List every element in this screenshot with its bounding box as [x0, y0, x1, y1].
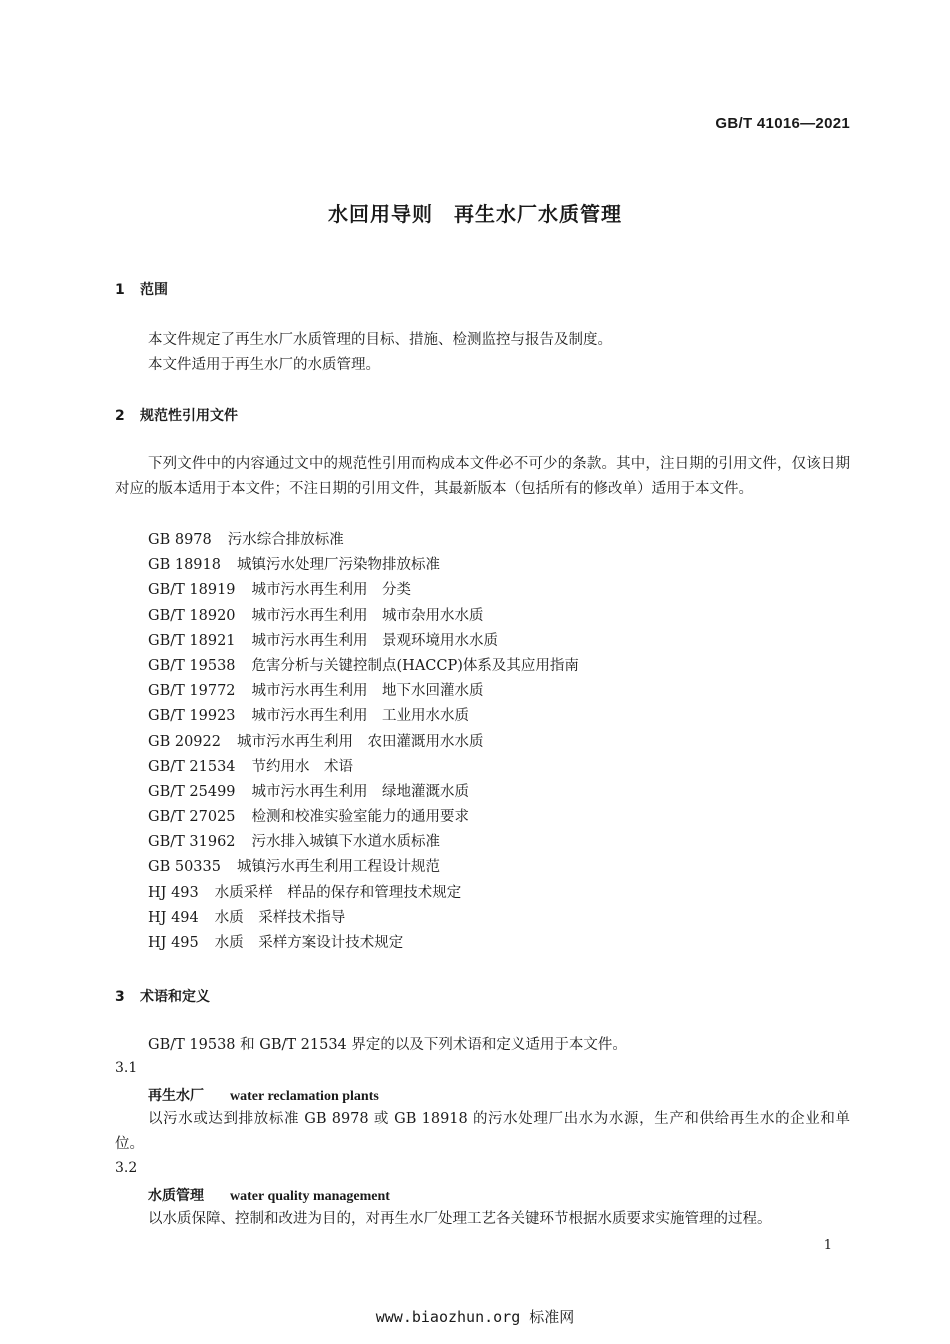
- reference-item: [148, 704, 579, 729]
- reference-item: [148, 679, 579, 704]
- reference-title: 城市污水再生利用 绿地灌溉水质: [251, 783, 470, 800]
- reference-item: [148, 730, 579, 755]
- reference-code: GB/T 21534: [148, 758, 236, 775]
- section-3-heading: [115, 986, 210, 1006]
- reference-title: 检测和校准实验室能力的通用要求: [251, 809, 470, 826]
- term-number: 3.1: [115, 1060, 138, 1076]
- term-en: water quality management: [230, 1189, 390, 1204]
- section-1-heading: [115, 279, 168, 299]
- reference-code: GB/T 18920: [148, 607, 236, 624]
- reference-code: GB/T 31962: [148, 834, 236, 851]
- reference-title: 污水综合排放标准: [227, 532, 344, 548]
- reference-code: GB 8978: [148, 532, 212, 548]
- reference-title: 城镇污水处理厂污染物排放标准: [236, 557, 440, 574]
- reference-title: 城市污水再生利用 农田灌溉用水水质: [236, 733, 484, 750]
- reference-code: GB 50335: [148, 859, 221, 876]
- reference-code: HJ 495: [148, 935, 199, 951]
- reference-item: [148, 881, 579, 906]
- standard-number: GB/T 41016—2021: [715, 115, 850, 132]
- reference-code: GB/T 18921: [148, 632, 236, 649]
- reference-item: [148, 755, 579, 780]
- reference-code: GB/T 19772: [148, 683, 236, 700]
- reference-code: GB/T 19923: [148, 708, 236, 725]
- term-heading: [148, 1085, 379, 1105]
- paragraph: GB/T 19538 和 GB/T 21534 界定的以及下列术语和定义适用于本文件。: [148, 1037, 627, 1053]
- reference-item: [148, 578, 579, 603]
- paragraph: 下列文件中的内容通过文中的规范性引用而构成本文件必不可少的条款。其中，注日期的引用文件，仅该日期对应的版本适用于本文件；不注日期的引用文件，其最新版本（包括所有的修改单）适用于本文件。: [115, 456, 850, 497]
- term-heading: [148, 1185, 390, 1205]
- reference-title: 城市污水再生利用 景观环境用水水质: [251, 632, 499, 649]
- reference-code: GB 20922: [148, 733, 221, 750]
- reference-list: [148, 528, 579, 956]
- page-number: 1: [823, 1238, 832, 1253]
- reference-code: HJ 494: [148, 909, 199, 926]
- reference-code: HJ 493: [148, 884, 199, 901]
- paragraph: 本文件适用于再生水厂的水质管理。: [148, 357, 380, 373]
- document-title: 水回用导则 再生水厂水质管理: [328, 202, 622, 226]
- reference-title: 城市污水再生利用 城市杂用水水质: [251, 607, 484, 624]
- reference-item: [148, 830, 579, 855]
- section-number: 3: [115, 989, 125, 1005]
- section-number: 1: [115, 282, 125, 298]
- reference-title: 城镇污水再生利用工程设计规范: [236, 859, 440, 876]
- reference-item: [148, 855, 579, 880]
- reference-item: [148, 553, 579, 578]
- reference-title: 城市污水再生利用 地下水回灌水质: [251, 683, 484, 700]
- reference-title: 城市污水再生利用 分类: [251, 582, 412, 599]
- term-definition: 以污水或达到排放标准 GB 8978 或 GB 18918 的污水处理厂出水为水源，生产和供给再生水的企业和单位。: [115, 1111, 850, 1152]
- reference-item: [148, 654, 579, 679]
- reference-title: 水质 采样技术指导: [214, 909, 346, 926]
- reference-code: GB/T 27025: [148, 809, 236, 826]
- footer-watermark[interactable]: www.biaozhun.org 标准网: [375, 1308, 575, 1326]
- term-zh: 水质管理: [148, 1188, 204, 1204]
- term-definition: 以水质保障、控制和改进为目的，对再生水厂处理工艺各关键环节根据水质要求实施管理的过程。: [148, 1211, 772, 1227]
- reference-item: [148, 528, 579, 553]
- section-title: 范围: [140, 282, 168, 298]
- reference-code: GB/T 18919: [148, 582, 236, 599]
- reference-title: 危害分析与关键控制点(HACCP)体系及其应用指南: [251, 657, 579, 674]
- term-zh: 再生水厂: [148, 1088, 204, 1104]
- section-title: 规范性引用文件: [140, 408, 238, 424]
- reference-code: GB 18918: [148, 557, 221, 574]
- reference-code: GB/T 25499: [148, 783, 236, 800]
- term-number: 3.2: [115, 1160, 138, 1176]
- reference-item: [148, 780, 579, 805]
- paragraph: 本文件规定了再生水厂水质管理的目标、措施、检测监控与报告及制度。: [148, 332, 612, 348]
- section-2-heading: [115, 405, 238, 425]
- term-en: water reclamation plants: [230, 1089, 379, 1104]
- section-title: 术语和定义: [140, 989, 210, 1005]
- reference-title: 污水排入城镇下水道水质标准: [251, 834, 441, 851]
- reference-title: 节约用水 术语: [251, 758, 354, 775]
- section-number: 2: [115, 408, 125, 424]
- reference-item: [148, 629, 579, 654]
- reference-title: 水质采样 样品的保存和管理技术规定: [214, 884, 462, 901]
- reference-title: 水质 采样方案设计技术规定: [214, 935, 404, 951]
- reference-item: [148, 906, 579, 931]
- reference-item: [148, 931, 579, 956]
- reference-item: [148, 604, 579, 629]
- reference-code: GB/T 19538: [148, 657, 236, 674]
- reference-title: 城市污水再生利用 工业用水水质: [251, 708, 470, 725]
- reference-item: [148, 805, 579, 830]
